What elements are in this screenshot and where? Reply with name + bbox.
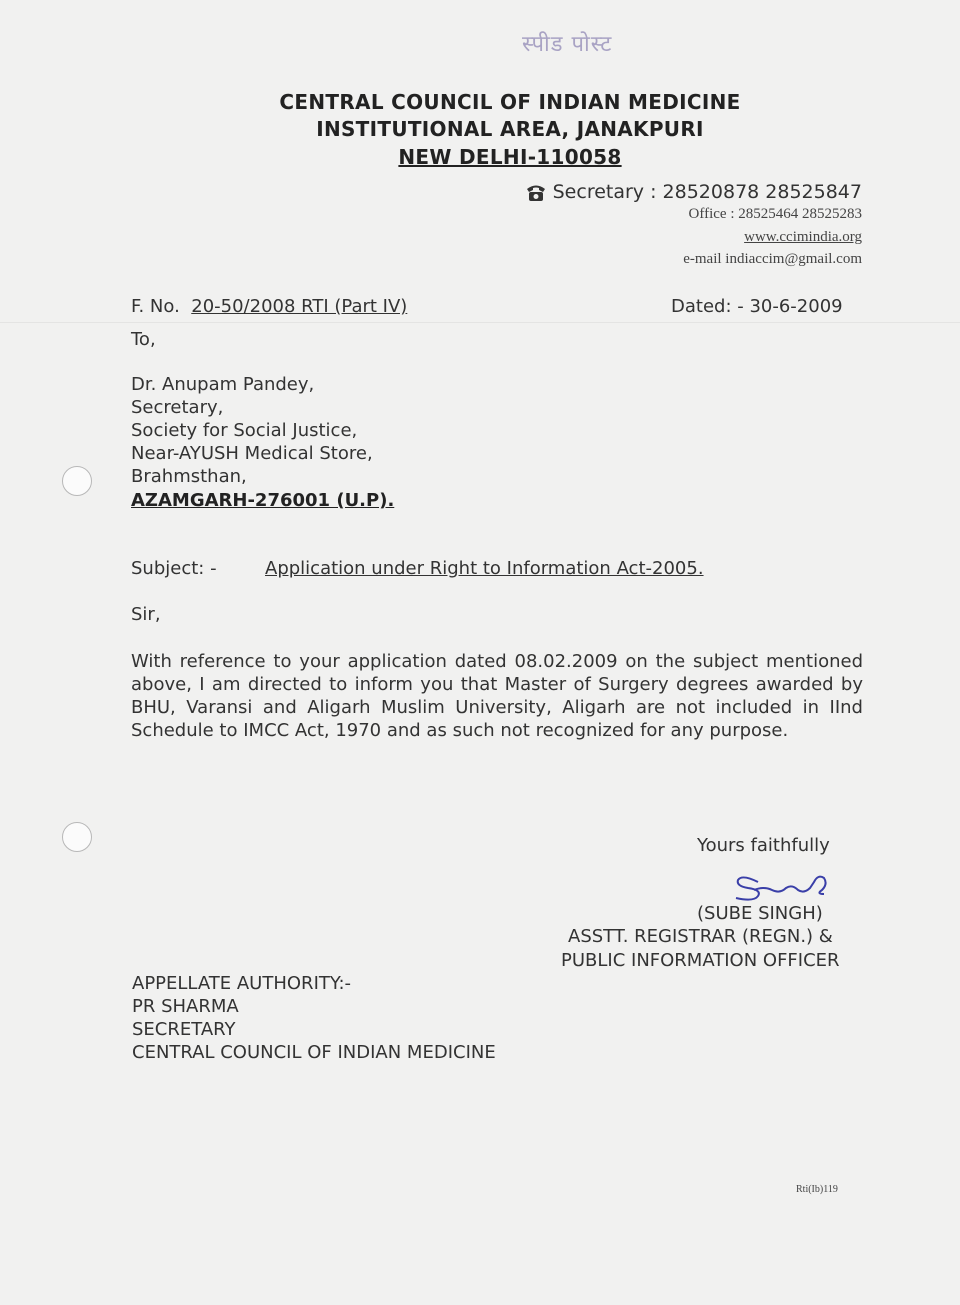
appellate-name: PR SHARMA [132,996,239,1017]
signatory-name: (SUBE SINGH) [697,903,823,924]
salutation: Sir, [131,604,161,625]
header-line-3: NEW DELHI-110058 [398,145,622,169]
punch-hole [62,822,92,852]
to-label: To, [131,329,156,350]
file-number-label: F. No. [131,296,180,317]
file-number [131,296,407,317]
header-line-1: CENTRAL COUNCIL OF INDIAN MEDICINE [279,90,741,114]
file-number-value: 20-50/2008 RTI (Part IV) [191,296,408,317]
appellate-designation: SECRETARY [132,1019,236,1040]
appellate-org: CENTRAL COUNCIL OF INDIAN MEDICINE [132,1042,496,1063]
email-address: e-mail indiaccim@gmail.com [683,251,862,267]
website-link[interactable]: www.ccimindia.org [744,229,862,245]
paper-fold-line [0,322,960,323]
secretary-phone-text: Secretary : 28520878 28525847 [552,181,862,203]
signature-mark [728,860,843,908]
recipient-city: AZAMGARH-276001 (U.P). [131,490,395,511]
document-code: Rti(Ib)119 [796,1184,838,1195]
telephone-icon [523,180,549,204]
office-phone: Office : 28525464 28525283 [688,206,862,222]
appellate-heading: APPELLATE AUTHORITY:- [132,973,352,994]
recipient-line: Near-AYUSH Medical Store, [131,443,373,464]
subject-label: Subject: - [131,558,217,579]
subject-text: Application under Right to Information Act-2005. [265,558,704,579]
recipient-line: Brahmsthan, [131,466,247,487]
recipient-line: Dr. Anupam Pandey, [131,374,315,395]
closing: Yours faithfully [697,835,830,856]
speed-post-stamp: स्पीड पोस्ट [522,32,613,57]
letter-body: With reference to your application dated 08.02.2009 on the subject mentioned above, I am directed to inform you that Master of Surgery degrees awarded by BHU, Varansi and Aligarh Muslim University, Aligarh are not included in IInd Schedule to IMCC Act, 1970 and as such not recognized for any purpose. [131,651,863,741]
punch-hole [62,466,92,496]
date: Dated: - 30-6-2009 [671,296,843,317]
recipient-line: Society for Social Justice, [131,420,358,441]
header-line-2: INSTITUTIONAL AREA, JANAKPURI [316,117,704,141]
signatory-title-2: PUBLIC INFORMATION OFFICER [561,950,840,971]
recipient-line: Secretary, [131,397,224,418]
signatory-title-1: ASSTT. REGISTRAR (REGN.) & [568,926,833,947]
secretary-phone [523,180,862,204]
